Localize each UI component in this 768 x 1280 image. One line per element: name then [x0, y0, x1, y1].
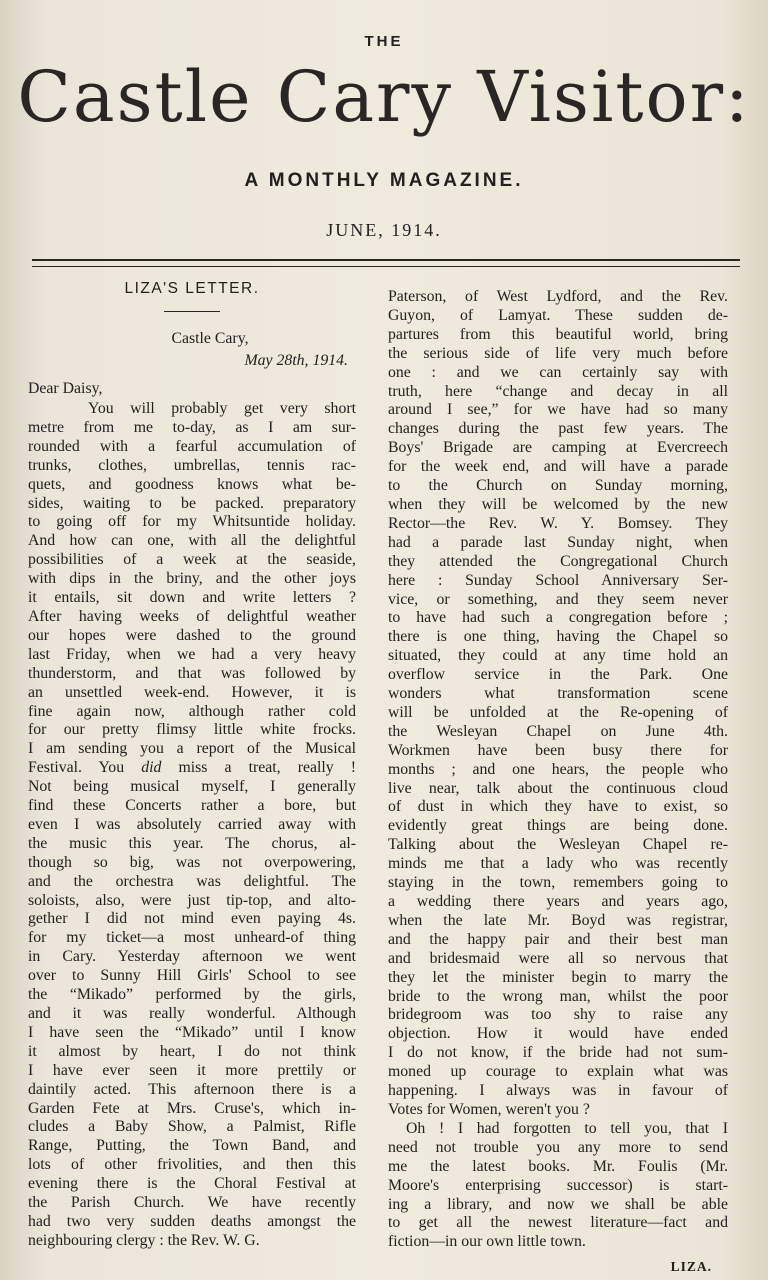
text-line: though so big, was not overpowering,: [28, 853, 356, 871]
text-line: for the week end, and will have a parade: [388, 458, 728, 476]
text-line: bridegroom was too shy to raise any: [388, 1006, 728, 1024]
text-line: Not being musical myself, I generally: [28, 778, 356, 796]
text-line: the Parish Church. We have recently: [28, 1194, 356, 1212]
text-line: soloists, also, were just tip-top, and alto-: [28, 891, 356, 909]
text-line: fiction—in our own little town.: [388, 1233, 586, 1251]
text-line: to have had such a congregation before ;: [388, 609, 728, 627]
article-heading: LIZA'S LETTER.: [124, 280, 260, 297]
text-line: for our pretty flimsy little white frocks.: [28, 721, 356, 739]
text-line: will be unfolded at the Re-opening of: [388, 703, 728, 721]
text-line: the serious side of life very much before: [388, 344, 728, 362]
text-line: I do not know, if the bride had not sum-: [388, 1044, 728, 1062]
text-line: Talking about the Wesleyan Chapel re-: [388, 836, 728, 854]
text-line: to get all the newest literature—fact and: [388, 1214, 728, 1232]
text-line: truth, here “change and decay in all: [388, 382, 728, 400]
text-line: had two very sudden deaths amongst the: [28, 1212, 356, 1230]
text-line: thunderstorm, and that was followed by: [28, 664, 356, 682]
text-line: Moore's enterprising successor) is start-: [388, 1176, 728, 1194]
text-line: quets, and goodness knows what be-: [28, 475, 356, 493]
text-line: sides, waiting to be packed. preparatory: [28, 494, 356, 512]
text-line: with dips in the briny, and the other joys: [28, 570, 356, 588]
masthead-title: Castle Cary Visitor:: [17, 56, 751, 138]
text-line: it entails, sit down and write letters ?: [28, 589, 356, 607]
text-line: Garden Fete at Mrs. Cruse's, which in-: [28, 1099, 356, 1117]
text-line: Paterson, of West Lydford, and the Rev.: [388, 288, 728, 305]
text-line: neighbouring clergy : the Rev. W. G.: [28, 1231, 260, 1249]
text-line: a wedding there years and years ago,: [388, 893, 728, 910]
text-line: You will probably get very short: [88, 400, 356, 417]
text-line: it almost by heart, I do not think: [28, 1042, 356, 1060]
letter-place: Castle Cary,: [171, 330, 249, 347]
text-line: had a parade last Sunday night, when: [388, 533, 728, 551]
text-line: Boys' Brigade are camping at Evercreech: [388, 439, 728, 457]
text-line: they attended the Congregational Church: [388, 552, 728, 570]
text-line: I have seen the “Mikado” until I know: [28, 1023, 356, 1041]
left-column-text: [28, 400, 356, 1251]
text-line: me the latest books. Mr. Foulis (Mr.: [388, 1157, 728, 1175]
text-line: I am sending you a report of the Musical: [28, 740, 356, 758]
text-line: After having weeks of delightful weather: [28, 607, 356, 625]
text-line: an unsettled week-end. However, it is: [28, 683, 356, 701]
text-line: to going off for my Whitsuntide holiday.: [28, 513, 356, 531]
text-line: and bridesmaid were all so nervous that: [388, 949, 728, 967]
text-line: need not trouble you any more to send: [388, 1138, 728, 1156]
text-line: months ; and one hears, the people who: [388, 760, 728, 778]
letter-salutation: Dear Daisy,: [28, 380, 103, 397]
text-line: one : and we can certainly say with: [388, 363, 728, 381]
text-line: moned up courage to explain what was: [388, 1063, 728, 1081]
text-line: and the orchestra was delightful. The: [28, 872, 356, 890]
right-column-paragraph-2: [388, 1120, 728, 1252]
right-column-text: [388, 288, 728, 1120]
text-line: the music this year. The chorus, al-: [28, 834, 356, 852]
text-line: there is one thing, having the Chapel so: [388, 628, 728, 646]
letter-signature: LIZA.: [670, 1259, 712, 1275]
text-line: wonders what transformation scene: [388, 685, 728, 703]
heading-rule: [164, 311, 220, 312]
text-line: gether I did not mind even paying 4s.: [28, 910, 356, 928]
text-line: Guyon, of Lamyat. These sudden de-: [388, 306, 728, 324]
text-line: live near, talk about the continuous cloud: [388, 779, 728, 797]
text-line: And how can one, with all the delightful: [28, 532, 356, 550]
text-line: evening there is the Choral Festival at: [28, 1175, 356, 1193]
text-line: overflow service in the Park. One: [388, 666, 728, 684]
text-line: when they will be welcomed by the new: [388, 495, 728, 513]
text-line: find these Concerts rather a bore, but: [28, 797, 356, 815]
text-line: cludes a Baby Show, a Palmist, Rifle: [28, 1118, 356, 1136]
text-line: daintily acted. This afternoon there is a: [28, 1080, 356, 1098]
text-line: minds me that a lady who was recently: [388, 855, 728, 873]
text-line: last Friday, when we had a very heavy: [28, 645, 356, 663]
text-line: our hopes were dashed to the ground: [28, 626, 356, 644]
text-line: rounded with a fearful accumulation of: [28, 437, 356, 455]
text-line: bride to the wrong man, whilst the poor: [388, 987, 728, 1005]
text-line: Rector—the Rev. W. Y. Bomsey. They: [388, 514, 728, 532]
text-line: ing a library, and now we shall be able: [388, 1195, 728, 1213]
left-column: [28, 278, 356, 1251]
text-line: Range, Putting, the Town Band, and: [28, 1137, 356, 1155]
text-line: of dust in which they have to exist, so: [388, 798, 728, 816]
right-column: [388, 288, 728, 1277]
text-line: for my ticket—a most unheard-of thing: [28, 929, 356, 947]
magazine-subtitle: A MONTHLY MAGAZINE.: [244, 170, 524, 191]
text-line: metre from me to-day, as I am sur-: [28, 418, 356, 436]
text-line: Workmen have been busy there for: [388, 741, 728, 759]
text-line: objection. How it would have ended: [388, 1025, 728, 1043]
text-line: possibilities of a week at the seaside,: [28, 551, 356, 569]
text-line: here : Sunday School Anniversary Ser-: [388, 571, 728, 589]
text-line: Festival. You did miss a treat, really !: [28, 759, 356, 777]
text-line: evidently great things are being done.: [388, 817, 728, 835]
text-line: and it was really wonderful. Although: [28, 1005, 356, 1022]
header-rule-thick: [32, 259, 740, 261]
masthead-the: THE: [364, 33, 404, 50]
text-line: fine again now, although rather cold: [28, 702, 356, 720]
text-line: staying in the town, remembers going to: [388, 874, 728, 892]
text-line: I have ever seen it more prettily or: [28, 1061, 356, 1079]
text-line: over to Sunny Hill Girls' School to see: [28, 967, 356, 985]
text-line: partures from this beautiful world, bring: [388, 325, 728, 343]
text-line: situated, they could at any time hold an: [388, 647, 728, 665]
text-line: changes during the past few years. The: [388, 420, 728, 438]
text-line: even I was absolutely carried away with: [28, 815, 356, 833]
text-line: around I see,” for we have had so many: [388, 401, 728, 419]
text-line: in Cary. Yesterday afternoon we went: [28, 948, 356, 966]
text-line: vice, or something, and they seem never: [388, 590, 728, 608]
text-line: the Wesleyan Chapel on June 4th.: [388, 722, 728, 740]
text-line: Votes for Women, weren't you ?: [388, 1100, 590, 1118]
text-line: trunks, clothes, umbrellas, tennis rac-: [28, 456, 356, 474]
text-line: Oh ! I had forgotten to tell you, that I: [406, 1119, 728, 1137]
text-line: the “Mikado” performed by the girls,: [28, 986, 356, 1004]
text-line: to the Church on Sunday morning,: [388, 477, 728, 495]
letter-date: May 28th, 1914.: [244, 352, 348, 369]
text-line: happening. I always was in favour of: [388, 1082, 728, 1100]
text-line: they let the minister begin to marry the: [388, 968, 728, 986]
text-line: when the late Mr. Boyd was registrar,: [388, 911, 728, 929]
text-line: lots of other frivolities, and then this: [28, 1156, 356, 1174]
issue-date: JUNE, 1914.: [326, 220, 442, 240]
header-rule-thin: [32, 266, 740, 267]
text-line: and the happy pair and their best man: [388, 930, 728, 948]
